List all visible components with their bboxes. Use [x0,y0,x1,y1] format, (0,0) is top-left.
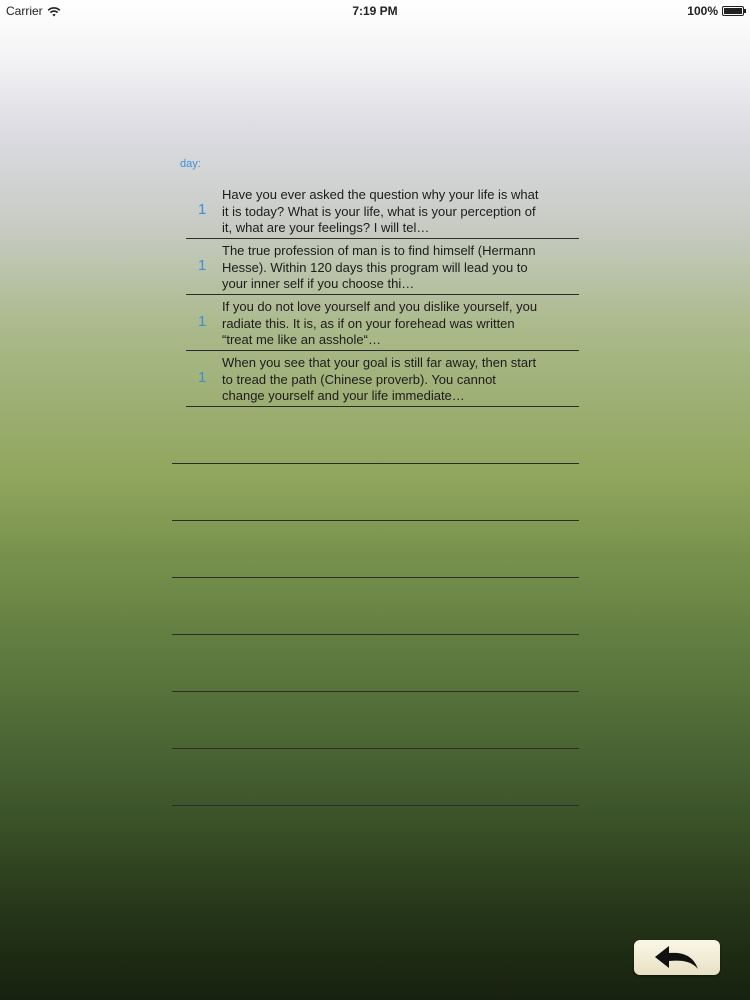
entry-text: The true profession of man is to find himself (Hermann Hesse). Within 120 days this program will lead you to your inner self if you choose thi… [222,243,536,291]
empty-list-row [172,407,579,464]
battery-icon [722,6,744,16]
day-number: 1 [198,369,207,386]
list-item[interactable] [186,239,579,295]
clock: 7:19 PM [352,4,398,18]
entry-text: When you see that your goal is still far away, then start to tread the path (Chinese proverb). You cannot change yourself and your life immediate… [222,355,537,403]
back-button[interactable] [634,940,720,975]
battery-group [687,4,744,18]
empty-list-row [172,692,579,749]
list-item[interactable] [186,183,579,239]
carrier-label: Carrier [6,4,43,18]
empty-list-row [172,521,579,578]
back-arrow-icon [652,944,702,972]
empty-list-row [172,578,579,635]
empty-list-row [172,464,579,521]
empty-list-row [172,749,579,806]
battery-percent: 100% [687,4,718,18]
list-item[interactable] [186,351,579,407]
list-item[interactable] [186,295,579,351]
entry-text: Have you ever asked the question why your life is what it is today? What is your life, what is your perception of it, what are your feelings? I will tel… [222,187,539,235]
empty-list-row [172,635,579,692]
day-number: 1 [198,257,207,274]
entry-list [172,183,579,806]
day-column-header: day: [180,158,201,170]
day-number: 1 [198,201,207,218]
entry-text: If you do not love yourself and you dislike yourself, you radiate this. It is, as if on your forehead was written “treat me like an asshole“… [222,299,538,347]
day-number: 1 [198,313,207,330]
status-bar [0,0,750,22]
